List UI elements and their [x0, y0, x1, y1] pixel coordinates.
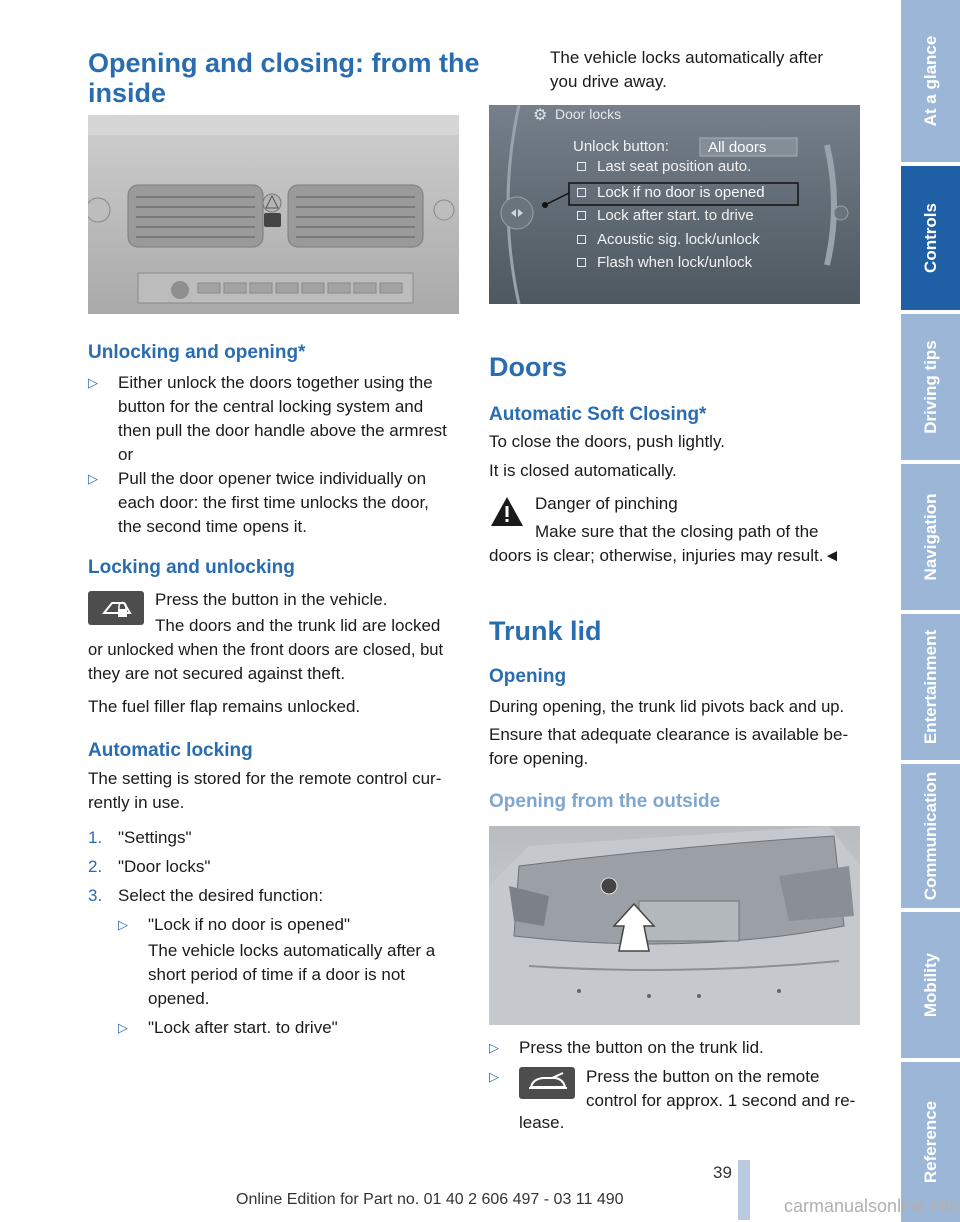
menu-option[interactable]: Lock if no door is opened — [597, 184, 765, 201]
settings-gear-icon: ⚙ — [533, 107, 548, 124]
lock-text-3: or unlocked when the front doors are closed, but — [88, 640, 444, 659]
trunk-lid-heading: Trunk lid — [489, 616, 602, 646]
auto-text-2: rently in use. — [88, 793, 185, 812]
page-number-bar — [738, 1160, 750, 1220]
checkbox[interactable] — [577, 162, 586, 171]
auto-lock-text-1: The vehicle locks automatically after — [550, 48, 824, 67]
auto-text-1: The setting is stored for the remote control cur- — [88, 769, 442, 788]
opening-heading: Opening — [489, 666, 567, 687]
menu-option[interactable]: Flash when lock/unlock — [597, 254, 753, 271]
unlock-button-value[interactable]: All doors — [708, 139, 767, 156]
lock-button-icon — [88, 591, 144, 625]
opening-text-2: Ensure that adequate clearance is available be- — [489, 725, 849, 744]
lock-text-4: they are not secured against theft. — [88, 664, 346, 683]
opening-outside-heading: Opening from the outside — [489, 791, 721, 812]
lock-text-1: Press the button in the vehicle. — [155, 590, 388, 609]
checkbox[interactable] — [577, 211, 586, 220]
menu-option[interactable]: Acoustic sig. lock/unlock — [597, 231, 760, 248]
opening-text-1: During opening, the trunk lid pivots back and up. — [489, 697, 845, 716]
fuel-text: The fuel filler flap remains unlocked. — [88, 697, 361, 716]
page-title-line1: Opening and closing: from the — [88, 48, 480, 78]
doors-heading: Doors — [489, 352, 568, 382]
warning-triangle-icon — [489, 494, 525, 530]
menu-option[interactable]: Lock after start. to drive — [597, 207, 754, 224]
tab-at-a-glance[interactable]: At a glance — [901, 0, 960, 166]
menu-option[interactable]: Last seat position auto. — [597, 158, 752, 175]
soft-text-2: It is closed automatically. — [489, 461, 677, 480]
tab-entertainment[interactable]: Entertainment — [901, 614, 960, 764]
danger-title: Danger of pinching — [535, 494, 678, 513]
list-marker-icon: ▷ — [88, 471, 98, 486]
tab-driving-tips[interactable]: Driving tips — [901, 314, 960, 464]
unlock-button-label: Unlock button: — [573, 138, 669, 155]
tab-controls[interactable]: Controls — [901, 166, 960, 314]
page-title-line2: inside — [88, 78, 167, 108]
remote-text-1: Press the button on the remote — [586, 1067, 820, 1086]
list-marker-icon: ▷ — [88, 375, 98, 390]
list-marker-icon: ▷ — [489, 1069, 499, 1084]
remote-text-3: lease. — [519, 1113, 565, 1132]
checkbox[interactable] — [577, 258, 586, 267]
chapter-sidebar — [901, 0, 960, 1222]
auto-lock-text-2: you drive away. — [550, 72, 667, 91]
screen-header: Door locks — [555, 106, 622, 122]
opening-text-3: fore opening. — [489, 749, 589, 768]
locking-heading: Locking and unlocking — [88, 557, 295, 578]
tab-reference[interactable]: Reference — [901, 1062, 960, 1222]
tab-mobility[interactable]: Mobility — [901, 912, 960, 1062]
checkbox[interactable] — [577, 188, 586, 197]
list-marker-icon: ▷ — [118, 1020, 128, 1035]
page-title — [88, 48, 480, 108]
soft-closing-heading: Automatic Soft Closing* — [489, 404, 707, 425]
remote-text-2: control for approx. 1 second and re- — [586, 1091, 856, 1110]
tab-communication[interactable]: Communication — [901, 764, 960, 912]
watermark: carmanualsonline.info — [784, 1196, 960, 1216]
trunk-remote-icon — [519, 1067, 575, 1099]
automatic-locking-heading: Automatic locking — [88, 740, 253, 761]
page-number: 39 — [713, 1163, 732, 1182]
tab-navigation[interactable]: Navigation — [901, 464, 960, 614]
danger-text-2: doors is clear; otherwise, injuries may result.◄ — [489, 546, 841, 565]
soft-text-1: To close the doors, push lightly. — [489, 432, 725, 451]
dashboard-image — [88, 115, 459, 314]
danger-text-1: Make sure that the closing path of the — [535, 522, 819, 541]
door-locks-screen — [489, 105, 860, 304]
list-marker-icon: ▷ — [489, 1040, 499, 1055]
unlocking-heading: Unlocking and opening* — [88, 342, 306, 363]
trunk-image — [489, 826, 860, 1025]
edition-footer: Online Edition for Part no. 01 40 2 606 497 - 03 11 490 — [236, 1191, 624, 1208]
list-marker-icon: ▷ — [118, 917, 128, 932]
lock-text-2: The doors and the trunk lid are locked — [155, 616, 441, 635]
checkbox[interactable] — [577, 235, 586, 244]
